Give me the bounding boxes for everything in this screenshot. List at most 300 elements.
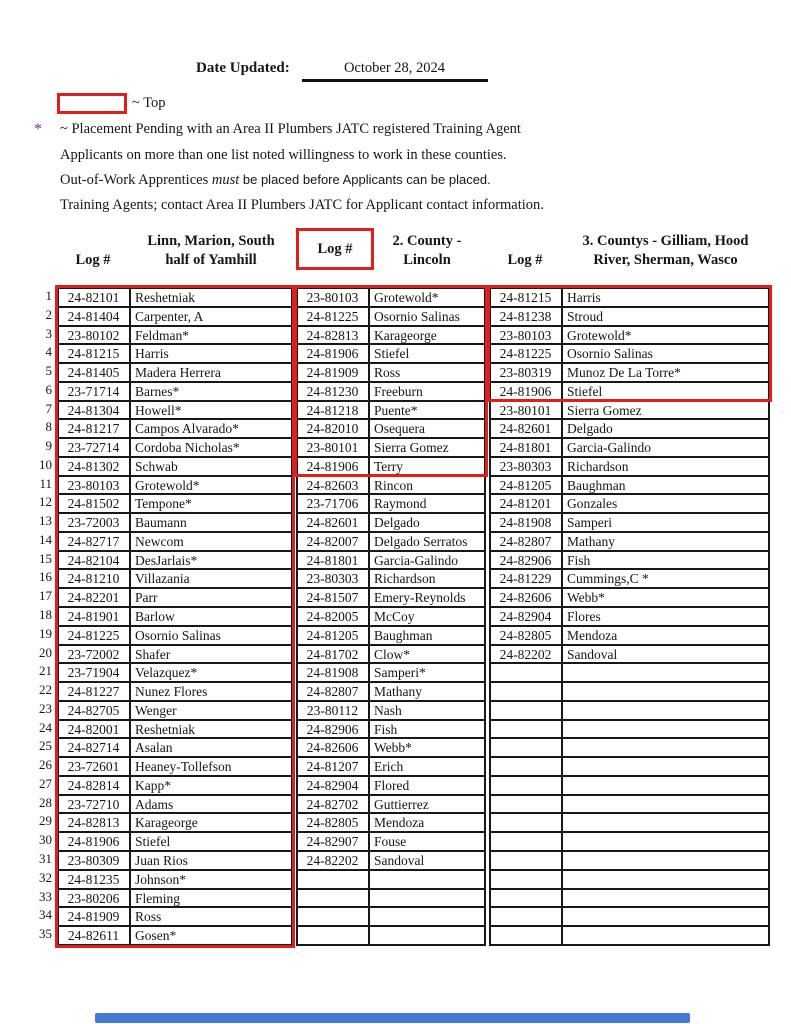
applicant-name-cell	[561, 756, 770, 775]
red-highlight-block	[489, 287, 770, 400]
table-row	[57, 888, 293, 907]
applicant-name-cell	[561, 794, 770, 813]
table-row	[57, 681, 293, 700]
log-number-cell: 23-72601	[57, 756, 129, 775]
column3-log-header: Log #	[507, 252, 543, 268]
table-row	[57, 550, 293, 569]
log-number-cell	[489, 662, 561, 681]
row-number: 33	[39, 888, 52, 904]
applicant-name-cell: Richardson	[368, 568, 486, 587]
table-row	[489, 550, 770, 569]
log-number-cell: 24-81225	[296, 306, 368, 325]
applicant-name-cell: Sandoval	[368, 850, 486, 869]
table-row	[489, 794, 770, 813]
log-number-cell: 24-82717	[57, 531, 129, 550]
note-multiple-lists: Applicants on more than one list noted willingness to work in these counties.	[60, 147, 507, 163]
applicant-name-cell: Webb*	[368, 737, 486, 756]
date-updated-label: Date Updated:	[196, 60, 290, 76]
applicant-name-cell: Sandoval	[561, 644, 770, 663]
log-number-cell: 23-71714	[57, 381, 129, 400]
table-row	[296, 306, 486, 325]
row-number: 7	[45, 400, 52, 416]
log-number-cell: 24-81909	[57, 906, 129, 925]
applicant-name-cell: Richardson	[561, 456, 770, 475]
log-number-cell: 24-81906	[296, 343, 368, 362]
log-number-cell: 24-82611	[57, 925, 129, 946]
applicant-name-cell: Fleming	[129, 888, 293, 907]
row-number: 19	[39, 625, 52, 641]
log-number-cell	[489, 925, 561, 946]
applicant-name-cell: Delgado Serratos	[368, 531, 486, 550]
table-row	[57, 287, 293, 306]
applicant-name-cell: Harris	[561, 287, 770, 306]
log-number-cell: 24-82202	[489, 644, 561, 663]
applicant-name-cell: Fish	[561, 550, 770, 569]
log-number-cell	[296, 925, 368, 946]
table-row	[489, 606, 770, 625]
log-number-cell: 24-81801	[489, 437, 561, 456]
applicant-name-cell	[561, 906, 770, 925]
table-row	[296, 531, 486, 550]
applicant-name-cell	[368, 906, 486, 925]
row-number: 8	[45, 419, 52, 435]
applicant-name-cell: Kapp*	[129, 775, 293, 794]
applicant-name-cell: Howell*	[129, 400, 293, 419]
table-row	[57, 325, 293, 344]
log-number-cell: 24-82606	[489, 587, 561, 606]
log-number-cell: 24-81502	[57, 493, 129, 512]
table-row	[57, 812, 293, 831]
table-row	[489, 587, 770, 606]
applicant-name-cell: Nash	[368, 700, 486, 719]
row-number: 14	[39, 531, 52, 547]
table-row	[57, 644, 293, 663]
row-number-gutter	[26, 287, 52, 944]
table-row	[57, 869, 293, 888]
table-row	[296, 719, 486, 738]
table-row	[489, 681, 770, 700]
table-row	[296, 681, 486, 700]
log-number-cell: 24-82005	[296, 606, 368, 625]
applicant-name-cell: Sierra Gomez	[368, 437, 486, 456]
column3-list	[489, 287, 770, 946]
log-number-cell: 24-81909	[296, 362, 368, 381]
log-number-cell: 24-82906	[296, 719, 368, 738]
column1-region-header: Linn, Marion, South half of Yamhill	[147, 233, 275, 268]
table-row	[296, 437, 486, 456]
applicant-name-cell: Erich	[368, 756, 486, 775]
table-row	[296, 775, 486, 794]
log-number-cell: 24-81217	[57, 418, 129, 437]
log-number-cell: 24-81205	[489, 475, 561, 494]
log-number-cell: 23-80303	[296, 568, 368, 587]
row-number: 20	[39, 644, 52, 660]
applicant-name-cell: Sierra Gomez	[561, 400, 770, 419]
applicant-name-cell: Stroud	[561, 306, 770, 325]
date-updated-value: October 28, 2024	[302, 60, 488, 82]
table-row	[296, 756, 486, 775]
row-number: 16	[39, 569, 52, 585]
column1-log-header: Log #	[75, 252, 111, 268]
log-number-cell	[489, 737, 561, 756]
log-number-cell: 24-82601	[296, 512, 368, 531]
table-row	[296, 869, 486, 888]
table-row	[296, 662, 486, 681]
log-number-cell: 24-82001	[57, 719, 129, 738]
applicant-name-cell	[368, 925, 486, 946]
log-number-cell: 24-82813	[57, 812, 129, 831]
table-row	[489, 343, 770, 362]
applicant-name-cell	[561, 812, 770, 831]
applicant-name-cell: Baumann	[129, 512, 293, 531]
table-row	[296, 812, 486, 831]
row-number: 22	[39, 682, 52, 698]
applicant-name-cell: Cummings,C *	[561, 568, 770, 587]
applicant-name-cell: Shafer	[129, 644, 293, 663]
log-number-cell	[296, 906, 368, 925]
column2-log-header-redbox: Log #	[296, 228, 374, 270]
log-number-cell	[489, 812, 561, 831]
applicant-name-cell: Asalan	[129, 737, 293, 756]
applicant-name-cell: Reshetniak	[129, 287, 293, 306]
applicant-name-cell: Puente*	[368, 400, 486, 419]
table-row	[296, 343, 486, 362]
applicant-name-cell: Ross	[129, 906, 293, 925]
row-number: 31	[39, 850, 52, 866]
table-row	[296, 362, 486, 381]
table-row	[489, 869, 770, 888]
table-row	[57, 850, 293, 869]
applicant-name-cell: Garcia-Galindo	[561, 437, 770, 456]
note-placement-pending: ~ Placement Pending with an Area II Plumbers JATC registered Training Agent	[60, 121, 521, 137]
log-number-cell: 24-82813	[296, 325, 368, 344]
log-number-cell	[489, 794, 561, 813]
applicant-name-cell: Mathany	[368, 681, 486, 700]
table-row	[489, 700, 770, 719]
applicant-name-cell: Stiefel	[561, 381, 770, 400]
table-row	[57, 493, 293, 512]
table-row	[489, 812, 770, 831]
log-number-cell: 24-82906	[489, 550, 561, 569]
log-number-cell	[489, 850, 561, 869]
applicant-name-cell	[561, 850, 770, 869]
table-row	[296, 287, 486, 306]
log-number-cell: 24-81238	[489, 306, 561, 325]
log-number-cell: 23-80102	[57, 325, 129, 344]
column3-region-header: 3. Countys - Gilliam, Hood River, Sherman, Wasco	[582, 233, 749, 268]
log-number-cell: 24-81901	[57, 606, 129, 625]
table-row	[57, 475, 293, 494]
log-number-cell: 24-82904	[296, 775, 368, 794]
applicant-name-cell: Baughman	[368, 625, 486, 644]
table-row	[489, 362, 770, 381]
log-number-cell	[489, 869, 561, 888]
applicant-name-cell: Samperi	[561, 512, 770, 531]
row-number: 17	[39, 588, 52, 604]
table-row	[57, 362, 293, 381]
log-number-cell: 24-82010	[296, 418, 368, 437]
table-row	[57, 625, 293, 644]
row-number: 5	[45, 363, 52, 379]
log-number-cell	[489, 681, 561, 700]
table-row	[57, 906, 293, 925]
table-row	[296, 550, 486, 569]
applicant-name-cell: Flored	[368, 775, 486, 794]
log-number-cell: 24-82007	[296, 531, 368, 550]
table-row	[489, 306, 770, 325]
row-number: 32	[39, 869, 52, 885]
table-row	[296, 587, 486, 606]
row-number: 23	[39, 700, 52, 716]
log-number-cell: 24-81507	[296, 587, 368, 606]
row-number: 2	[45, 306, 52, 322]
applicant-name-cell	[561, 925, 770, 946]
applicant-name-cell: Grotewold*	[368, 287, 486, 306]
applicant-name-cell	[561, 831, 770, 850]
log-number-cell: 24-82807	[489, 531, 561, 550]
log-number-cell: 24-81218	[296, 400, 368, 419]
row-number: 34	[39, 907, 52, 923]
log-number-cell: 23-72710	[57, 794, 129, 813]
applicant-name-cell: Grotewold*	[561, 325, 770, 344]
applicant-name-cell: Reshetniak	[129, 719, 293, 738]
row-number: 30	[39, 832, 52, 848]
applicant-name-cell: Freeburn	[368, 381, 486, 400]
row-number: 27	[39, 775, 52, 791]
log-number-cell: 24-81908	[296, 662, 368, 681]
table-row	[296, 888, 486, 907]
row-number: 12	[39, 494, 52, 510]
applicant-name-cell	[561, 869, 770, 888]
log-number-cell: 24-81227	[57, 681, 129, 700]
row-number: 11	[39, 475, 52, 491]
table-row	[489, 418, 770, 437]
applicant-name-cell	[561, 737, 770, 756]
log-number-cell: 24-81906	[57, 831, 129, 850]
log-number-cell: 24-82714	[57, 737, 129, 756]
log-number-cell	[489, 906, 561, 925]
applicant-name-cell: Nunez Flores	[129, 681, 293, 700]
table-row	[489, 512, 770, 531]
log-number-cell: 24-81702	[296, 644, 368, 663]
applicant-name-cell: Johnson*	[129, 869, 293, 888]
table-row	[489, 831, 770, 850]
applicant-name-cell: Guttierrez	[368, 794, 486, 813]
log-number-cell: 24-81215	[57, 343, 129, 362]
row-number: 10	[39, 456, 52, 472]
log-number-cell: 24-82907	[296, 831, 368, 850]
log-number-cell: 24-81906	[296, 456, 368, 475]
row-number: 4	[45, 344, 52, 360]
table-row	[57, 381, 293, 400]
table-row	[296, 512, 486, 531]
applicant-name-cell: Gosen*	[129, 925, 293, 946]
log-number-cell: 24-81205	[296, 625, 368, 644]
applicant-name-cell: Garcia-Galindo	[368, 550, 486, 569]
log-number-cell: 24-81207	[296, 756, 368, 775]
table-row	[296, 325, 486, 344]
row-number: 24	[39, 719, 52, 735]
applicant-name-cell: Grotewold*	[129, 475, 293, 494]
applicant-name-cell: Stiefel	[368, 343, 486, 362]
applicant-name-cell: Fish	[368, 719, 486, 738]
top-note-label: ~ Top	[132, 95, 166, 111]
note-training-agents: Training Agents; contact Area II Plumbers JATC for Applicant contact information.	[60, 197, 544, 213]
table-row	[489, 568, 770, 587]
applicant-name-cell: Samperi*	[368, 662, 486, 681]
table-row	[296, 737, 486, 756]
table-row	[296, 925, 486, 946]
log-number-cell: 24-82805	[489, 625, 561, 644]
table-row	[489, 437, 770, 456]
table-row	[489, 287, 770, 306]
log-number-cell: 23-71904	[57, 662, 129, 681]
applicant-name-cell: Emery-Reynolds	[368, 587, 486, 606]
table-row	[489, 737, 770, 756]
applicant-name-cell: Webb*	[561, 587, 770, 606]
applicant-name-cell: Karageorge	[368, 325, 486, 344]
applicant-name-cell	[368, 888, 486, 907]
table-row	[57, 700, 293, 719]
applicant-name-cell: Baughman	[561, 475, 770, 494]
table-row	[296, 831, 486, 850]
applicant-name-cell: Karageorge	[129, 812, 293, 831]
table-row	[296, 606, 486, 625]
log-number-cell	[296, 888, 368, 907]
applicant-name-cell: Campos Alvarado*	[129, 418, 293, 437]
table-row	[57, 306, 293, 325]
table-row	[296, 568, 486, 587]
table-row	[296, 456, 486, 475]
table-row	[489, 400, 770, 419]
table-row	[57, 418, 293, 437]
log-number-cell	[489, 756, 561, 775]
log-number-cell	[489, 831, 561, 850]
row-number: 18	[39, 607, 52, 623]
table-row	[57, 456, 293, 475]
table-row	[296, 794, 486, 813]
log-number-cell: 24-82702	[296, 794, 368, 813]
log-number-cell	[489, 888, 561, 907]
table-row	[489, 719, 770, 738]
table-row	[489, 325, 770, 344]
applicant-name-cell: Mendoza	[561, 625, 770, 644]
row-number: 6	[45, 381, 52, 397]
applicant-name-cell	[561, 888, 770, 907]
log-number-cell: 24-82104	[57, 550, 129, 569]
red-highlight-block	[57, 287, 293, 946]
asterisk-marker: *	[34, 121, 42, 138]
applicant-name-cell: Gonzales	[561, 493, 770, 512]
log-number-cell: 24-82101	[57, 287, 129, 306]
applicant-name-cell: Schwab	[129, 456, 293, 475]
log-number-cell: 24-81225	[57, 625, 129, 644]
applicant-name-cell: Osornio Salinas	[368, 306, 486, 325]
table-row	[296, 418, 486, 437]
log-number-cell: 24-81908	[489, 512, 561, 531]
log-number-cell: 23-80103	[57, 475, 129, 494]
applicant-name-cell: Mendoza	[368, 812, 486, 831]
applicant-name-cell	[561, 719, 770, 738]
log-number-cell: 23-80101	[296, 437, 368, 456]
applicant-name-cell: Osequera	[368, 418, 486, 437]
red-highlight-legend-box	[57, 93, 127, 114]
table-row	[57, 719, 293, 738]
table-row	[489, 925, 770, 946]
log-number-cell: 23-80103	[489, 325, 561, 344]
table-row	[57, 587, 293, 606]
table-row	[296, 906, 486, 925]
applicant-name-cell	[561, 662, 770, 681]
applicant-name-cell: Rincon	[368, 475, 486, 494]
log-number-cell	[489, 775, 561, 794]
log-number-cell: 23-80303	[489, 456, 561, 475]
row-number: 13	[39, 513, 52, 529]
applicant-name-cell: Clow*	[368, 644, 486, 663]
log-number-cell: 24-81225	[489, 343, 561, 362]
row-number: 21	[39, 663, 52, 679]
legend-top-row	[57, 93, 166, 114]
table-row	[489, 625, 770, 644]
log-number-cell: 24-81302	[57, 456, 129, 475]
log-number-cell: 24-82201	[57, 587, 129, 606]
log-number-cell	[296, 869, 368, 888]
applicant-name-cell	[561, 700, 770, 719]
applicant-name-cell: Villazania	[129, 568, 293, 587]
table-row	[489, 531, 770, 550]
log-number-cell: 23-71706	[296, 493, 368, 512]
log-number-cell: 24-81210	[57, 568, 129, 587]
log-number-cell	[489, 719, 561, 738]
log-number-cell: 24-82705	[57, 700, 129, 719]
log-number-cell: 24-81229	[489, 568, 561, 587]
applicant-name-cell: Fouse	[368, 831, 486, 850]
applicant-name-cell: Wenger	[129, 700, 293, 719]
row-number: 1	[45, 288, 52, 303]
log-number-cell: 23-80319	[489, 362, 561, 381]
log-number-cell: 24-82904	[489, 606, 561, 625]
table-row	[489, 475, 770, 494]
log-number-cell: 24-81201	[489, 493, 561, 512]
log-number-cell: 24-81801	[296, 550, 368, 569]
log-number-cell: 24-81235	[57, 869, 129, 888]
table-row	[57, 437, 293, 456]
log-number-cell: 23-80309	[57, 850, 129, 869]
applicant-name-cell: Madera Herrera	[129, 362, 293, 381]
log-number-cell: 24-82814	[57, 775, 129, 794]
applicant-name-cell: Delgado	[561, 418, 770, 437]
column2-list	[296, 287, 486, 946]
row-number: 25	[39, 738, 52, 754]
table-row	[489, 493, 770, 512]
horizontal-scrollbar-thumb[interactable]	[95, 1013, 690, 1023]
applicant-name-cell: Barlow	[129, 606, 293, 625]
applicant-name-cell: Ross	[368, 362, 486, 381]
log-number-cell	[489, 700, 561, 719]
applicant-name-cell: McCoy	[368, 606, 486, 625]
log-number-cell: 23-72003	[57, 512, 129, 531]
applicant-name-cell: Harris	[129, 343, 293, 362]
applicant-name-cell: Feldman*	[129, 325, 293, 344]
row-number: 15	[39, 550, 52, 566]
table-row	[57, 831, 293, 850]
table-row	[57, 756, 293, 775]
note-out-of-work: Out-of-Work Apprentices must be placed before Applicants can be placed.	[60, 172, 491, 188]
table-row	[296, 475, 486, 494]
table-row	[57, 775, 293, 794]
table-row	[296, 644, 486, 663]
log-number-cell: 24-81404	[57, 306, 129, 325]
